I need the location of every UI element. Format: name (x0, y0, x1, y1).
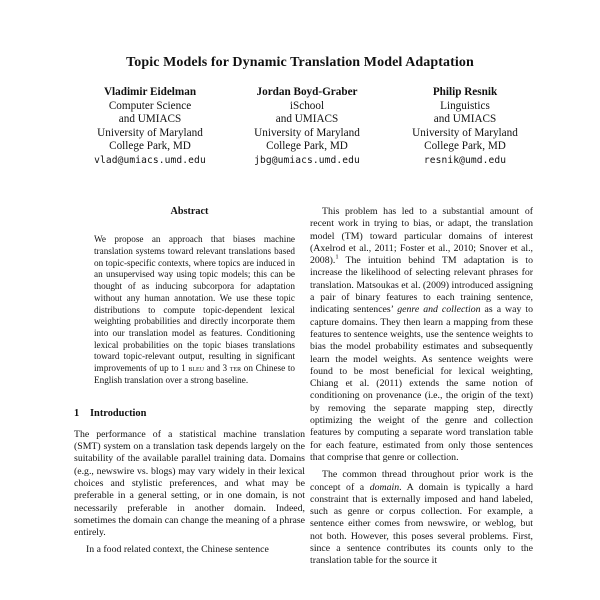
author-email: vlad@umiacs.umd.edu (94, 154, 206, 166)
author-name: Jordan Boyd-Graber (256, 86, 358, 98)
section-number: 1 (74, 408, 80, 420)
section-title: Introduction (90, 408, 147, 420)
author-name: Philip Resnik (432, 86, 498, 98)
author-name: Vladimir Eidelman (103, 86, 197, 98)
body-paragraph-1: This problem has led to a substantial amount of recent work in trying to bias, or adapt, the translation model (TM) toward particular domains of interest (Axelrod et al., 2011; Foster et al., 2010; Snover et al., 2008).$^1$ The intuition behind TM adaptation is to increase the likelihood of selecting relevant phrases for translation. Matsoukas et al. (2009) introduced assigning a pair of binary features to each training sentence, indicating sentences’ genre and collection as a way to capture domains. They then learn a mapping from these features to sentence weights, use the sentence weights to bias the model probability estimates and subsequently learn the model weights. As sentence weights were found to be most beneficial for lexical weighting, Chiang et al. (2011) extends the same notion of conditioning on provenance (i.e., the origin of the text) by removing the separate mapping step, directly optimizing the weight of the genre and collection features by computing a separate word translation table for each feature, estimated from only those sentences that comprise that genre or collection. (310, 206, 534, 463)
author-boyd-graber (227, 86, 387, 167)
author-affiliation: Computer Science (108, 99, 192, 112)
author-email: resnik@umd.edu (423, 154, 507, 166)
intro-paragraph-1: The performance of a statistical machine translation (SMT) system on a translation task depends largely on the suitability of the available parallel training data. Domains (e.g., newswire vs. blogs) may vary widely in their lexical choices and stylistic preferences, and what may be preferable in a general setting, or in one domain, is not necessarily preferable in another domain. Indeed, sometimes the domain can change the meaning of a phrase entirely. (74, 428, 305, 539)
author-resnik (385, 86, 545, 167)
ter-metric: ter (229, 363, 242, 374)
left-column (74, 206, 305, 557)
author-affiliation: and UMIACS (433, 113, 497, 125)
author-affiliation: College Park, MD (266, 140, 348, 152)
author-affiliation: University of Maryland (254, 126, 360, 139)
author-email: jbg@umiacs.umd.edu (254, 154, 360, 166)
author-affiliation: and UMIACS (118, 113, 182, 125)
author-affiliation: University of Maryland (97, 126, 203, 139)
intro-paragraph-2: In a food related context, the Chinese sentence (86, 544, 269, 556)
bleu-metric: bleu (188, 363, 205, 374)
author-affiliation: and UMIACS (275, 113, 339, 125)
author-affiliation: Linguistics (440, 99, 490, 112)
author-eidelman (70, 86, 230, 167)
footnote-marker: 1 (335, 253, 339, 261)
author-affiliation: College Park, MD (424, 140, 506, 152)
abstract-text: We propose an approach that biases machine translation systems toward relevant translations based on topic-specific contexts, where topics are induced in an unsupervised way using topic models; this can be thought of as inducing subcorpora for adaptation without any human annotation. We use these topic distributions to compute topic-dependent lexical weighting probabilities and directly incorporate them into our translation model as features. Conditioning lexical probabilities on the topic biases translations toward topic-relevant output, resulting in significant improvements of up to 1 bleu and 3 ter on Chinese to English translation over a strong baseline. (94, 234, 295, 385)
author-affiliation: College Park, MD (109, 140, 191, 152)
body-paragraph-2: The common thread throughout prior work is the concept of a domain. A domain is typically a hard constraint that is externally imposed and hand labeled, such as genre or corpus collection. For example, a sentence either comes from newswire, or weblog, but not both. However, this poses several problems. First, since a sentence contributes its counts only to the translation table for the source it (310, 469, 533, 567)
section-heading-introduction (74, 408, 305, 420)
author-affiliation: iSchool (289, 99, 325, 112)
author-block (70, 86, 540, 176)
author-affiliation: University of Maryland (412, 126, 518, 139)
paper-title: Topic Models for Dynamic Translation Model Adaptation (126, 55, 474, 70)
abstract-heading: Abstract (170, 206, 209, 217)
right-column (310, 206, 533, 568)
